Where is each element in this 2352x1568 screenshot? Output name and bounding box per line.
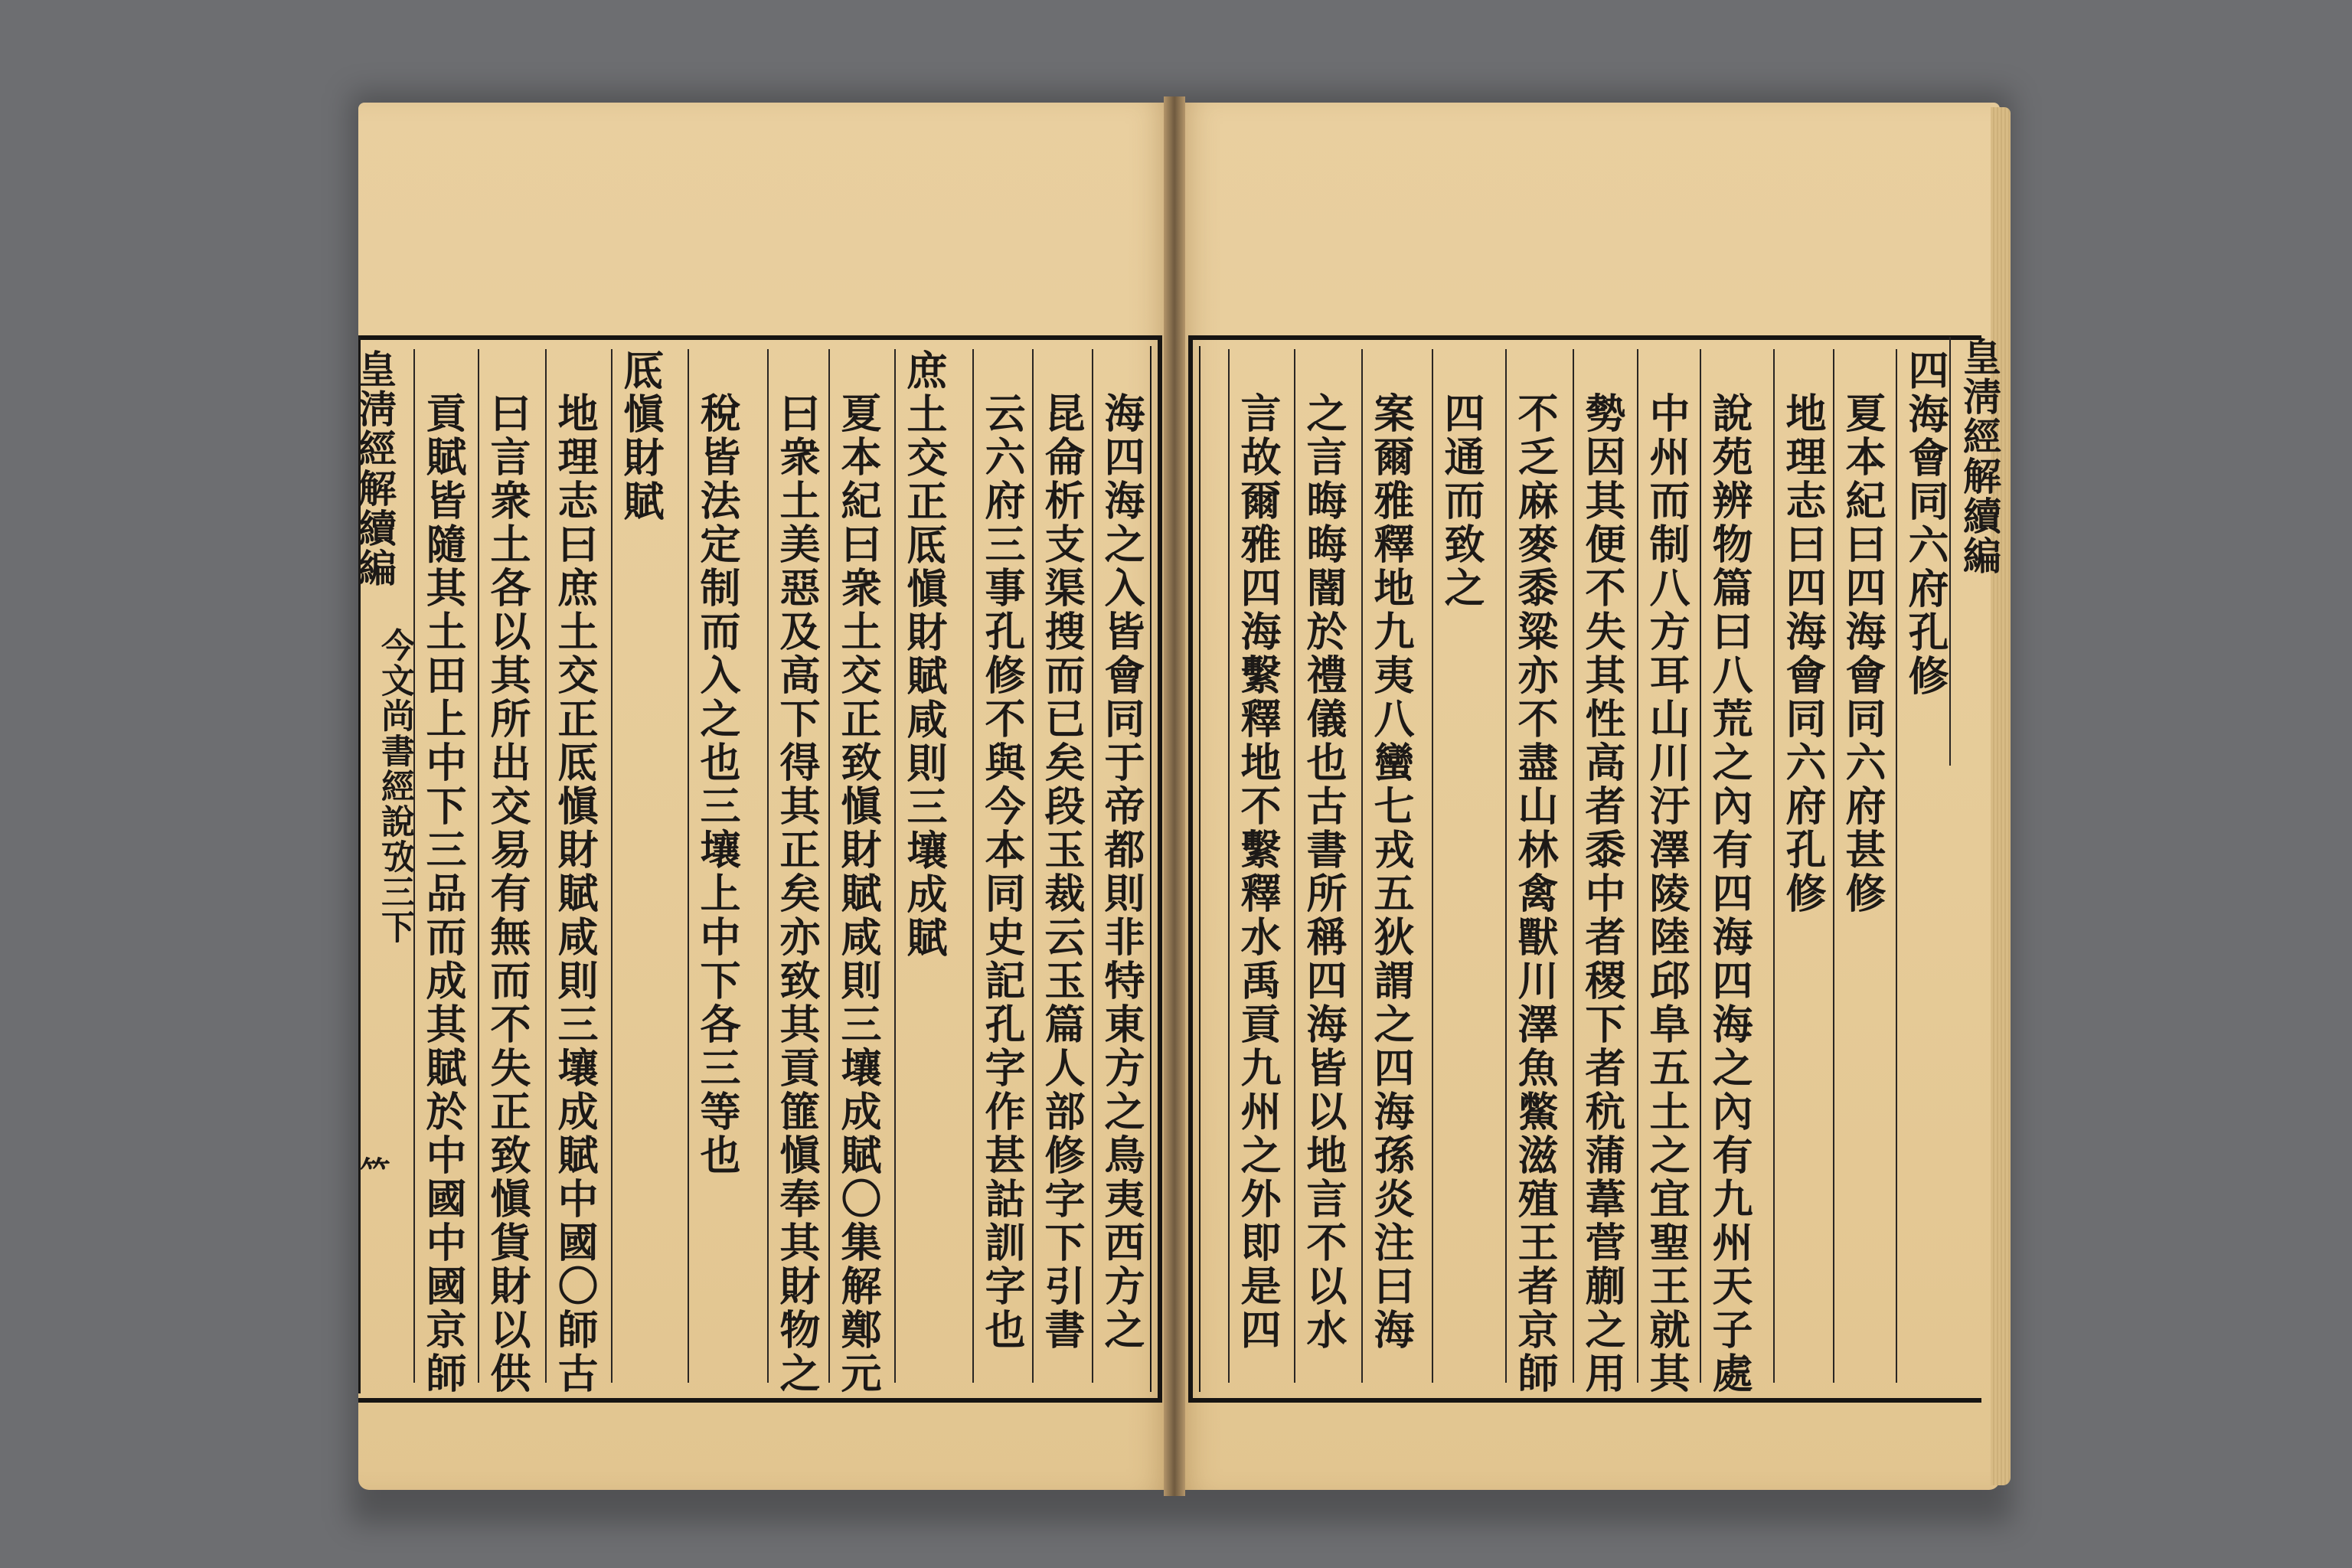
text-column (688, 349, 746, 1383)
text-column (1228, 349, 1286, 1383)
column-text: 地理志曰庶土交正厎愼財賦咸則三壤成賦中國〇師古 (551, 392, 599, 1396)
text-column (894, 349, 952, 1383)
column-text: 海四海之入皆會同于帝都則非特東方之鳥夷西方之 (1098, 392, 1145, 1352)
text-column (1361, 349, 1419, 1383)
column-text: 之言晦晦闇於禮儀也古書所稱四海皆以地言不以水 (1300, 392, 1348, 1352)
text-column (1432, 349, 1490, 1383)
page-edges (1991, 107, 2011, 1485)
text-column (478, 349, 536, 1396)
text-column (1505, 349, 1563, 1396)
text-column (1637, 349, 1695, 1396)
book-gutter (1164, 96, 1185, 1496)
column-text: 案爾雅釋地九夷八蠻七戎五狄謂之四海孫炎注曰海 (1367, 392, 1415, 1352)
column-text: 四海會同六府孔修 (1902, 349, 1949, 698)
column-text: 曰言衆土各以其所出交易有無而不失正致愼貨財以供 (484, 392, 531, 1396)
column-text: 庶土交正厎愼財賦咸則三壤成賦 (900, 349, 948, 960)
column-text: 云六府三事孔修不與今本同史記孔字作甚詁訓字也 (978, 392, 1026, 1352)
text-column (1032, 349, 1090, 1383)
column-text: 貢賦皆隨其土田上中下三品而成其賦於中國中國京師 (420, 392, 467, 1396)
column-text: 四通而致之 (1438, 392, 1485, 610)
text-column (1092, 349, 1150, 1383)
column-text: 言故爾雅四海繫釋地不繫釋水禹貢九州之外即是四 (1234, 392, 1282, 1352)
text-column (767, 349, 825, 1396)
column-text: 說苑辨物篇曰八荒之內有四海四海之內有九州天子處 (1706, 392, 1753, 1396)
column-text: 夏本紀曰衆土交正致愼財賦咸則三壤成賦〇集解鄭元 (835, 392, 882, 1396)
column-text: 厎愼財賦 (617, 349, 665, 524)
column-text: 夏本紀曰四海會同六府甚修 (1839, 392, 1886, 916)
right-page-title-column (1949, 337, 2007, 766)
book-title: 皇淸經解續編 (352, 349, 397, 588)
column-text: 曰衆土美惡及高下得其正矣亦致其貢篚愼奉其財物之 (773, 392, 821, 1396)
page-mark: 𥫗 (360, 1155, 390, 1191)
text-column (1773, 349, 1831, 1383)
text-column (1294, 349, 1352, 1383)
column-text: 稅皆法定制而入之也三壤上中下各三等也 (694, 392, 741, 1178)
column-text: 不乏麻麥黍粱亦不盡山林禽獸川澤魚鱉滋殖王者京師 (1511, 392, 1559, 1396)
text-column (545, 349, 603, 1396)
column-text: 勢因其便不失其性高者黍中者稷下者秔蒲葦菅蒯之用 (1579, 392, 1626, 1396)
text-column (1833, 349, 1891, 1383)
column-text: 中州而制八方耳山川汙澤陵陸邱阜五土之宜聖王就其 (1643, 392, 1690, 1396)
column-text: 地理志曰四海會同六府孔修 (1779, 392, 1827, 916)
column-text: 昆侖析支渠搜而已矣段玉裁云玉篇人部修字下引書 (1038, 392, 1086, 1352)
text-column (413, 349, 472, 1396)
book-title: 皇淸經解續編 (1957, 337, 2002, 576)
text-column (611, 349, 669, 1383)
text-column (828, 349, 887, 1396)
text-column (1700, 349, 1758, 1396)
frame-inner-rule (1150, 346, 1152, 1392)
text-column (972, 349, 1031, 1383)
frame-inner-rule (1199, 346, 1200, 1392)
text-column (1896, 349, 1954, 1383)
chapter-subtitle: 今文尚書經說攷三下 (375, 628, 414, 945)
text-column (1573, 349, 1631, 1396)
